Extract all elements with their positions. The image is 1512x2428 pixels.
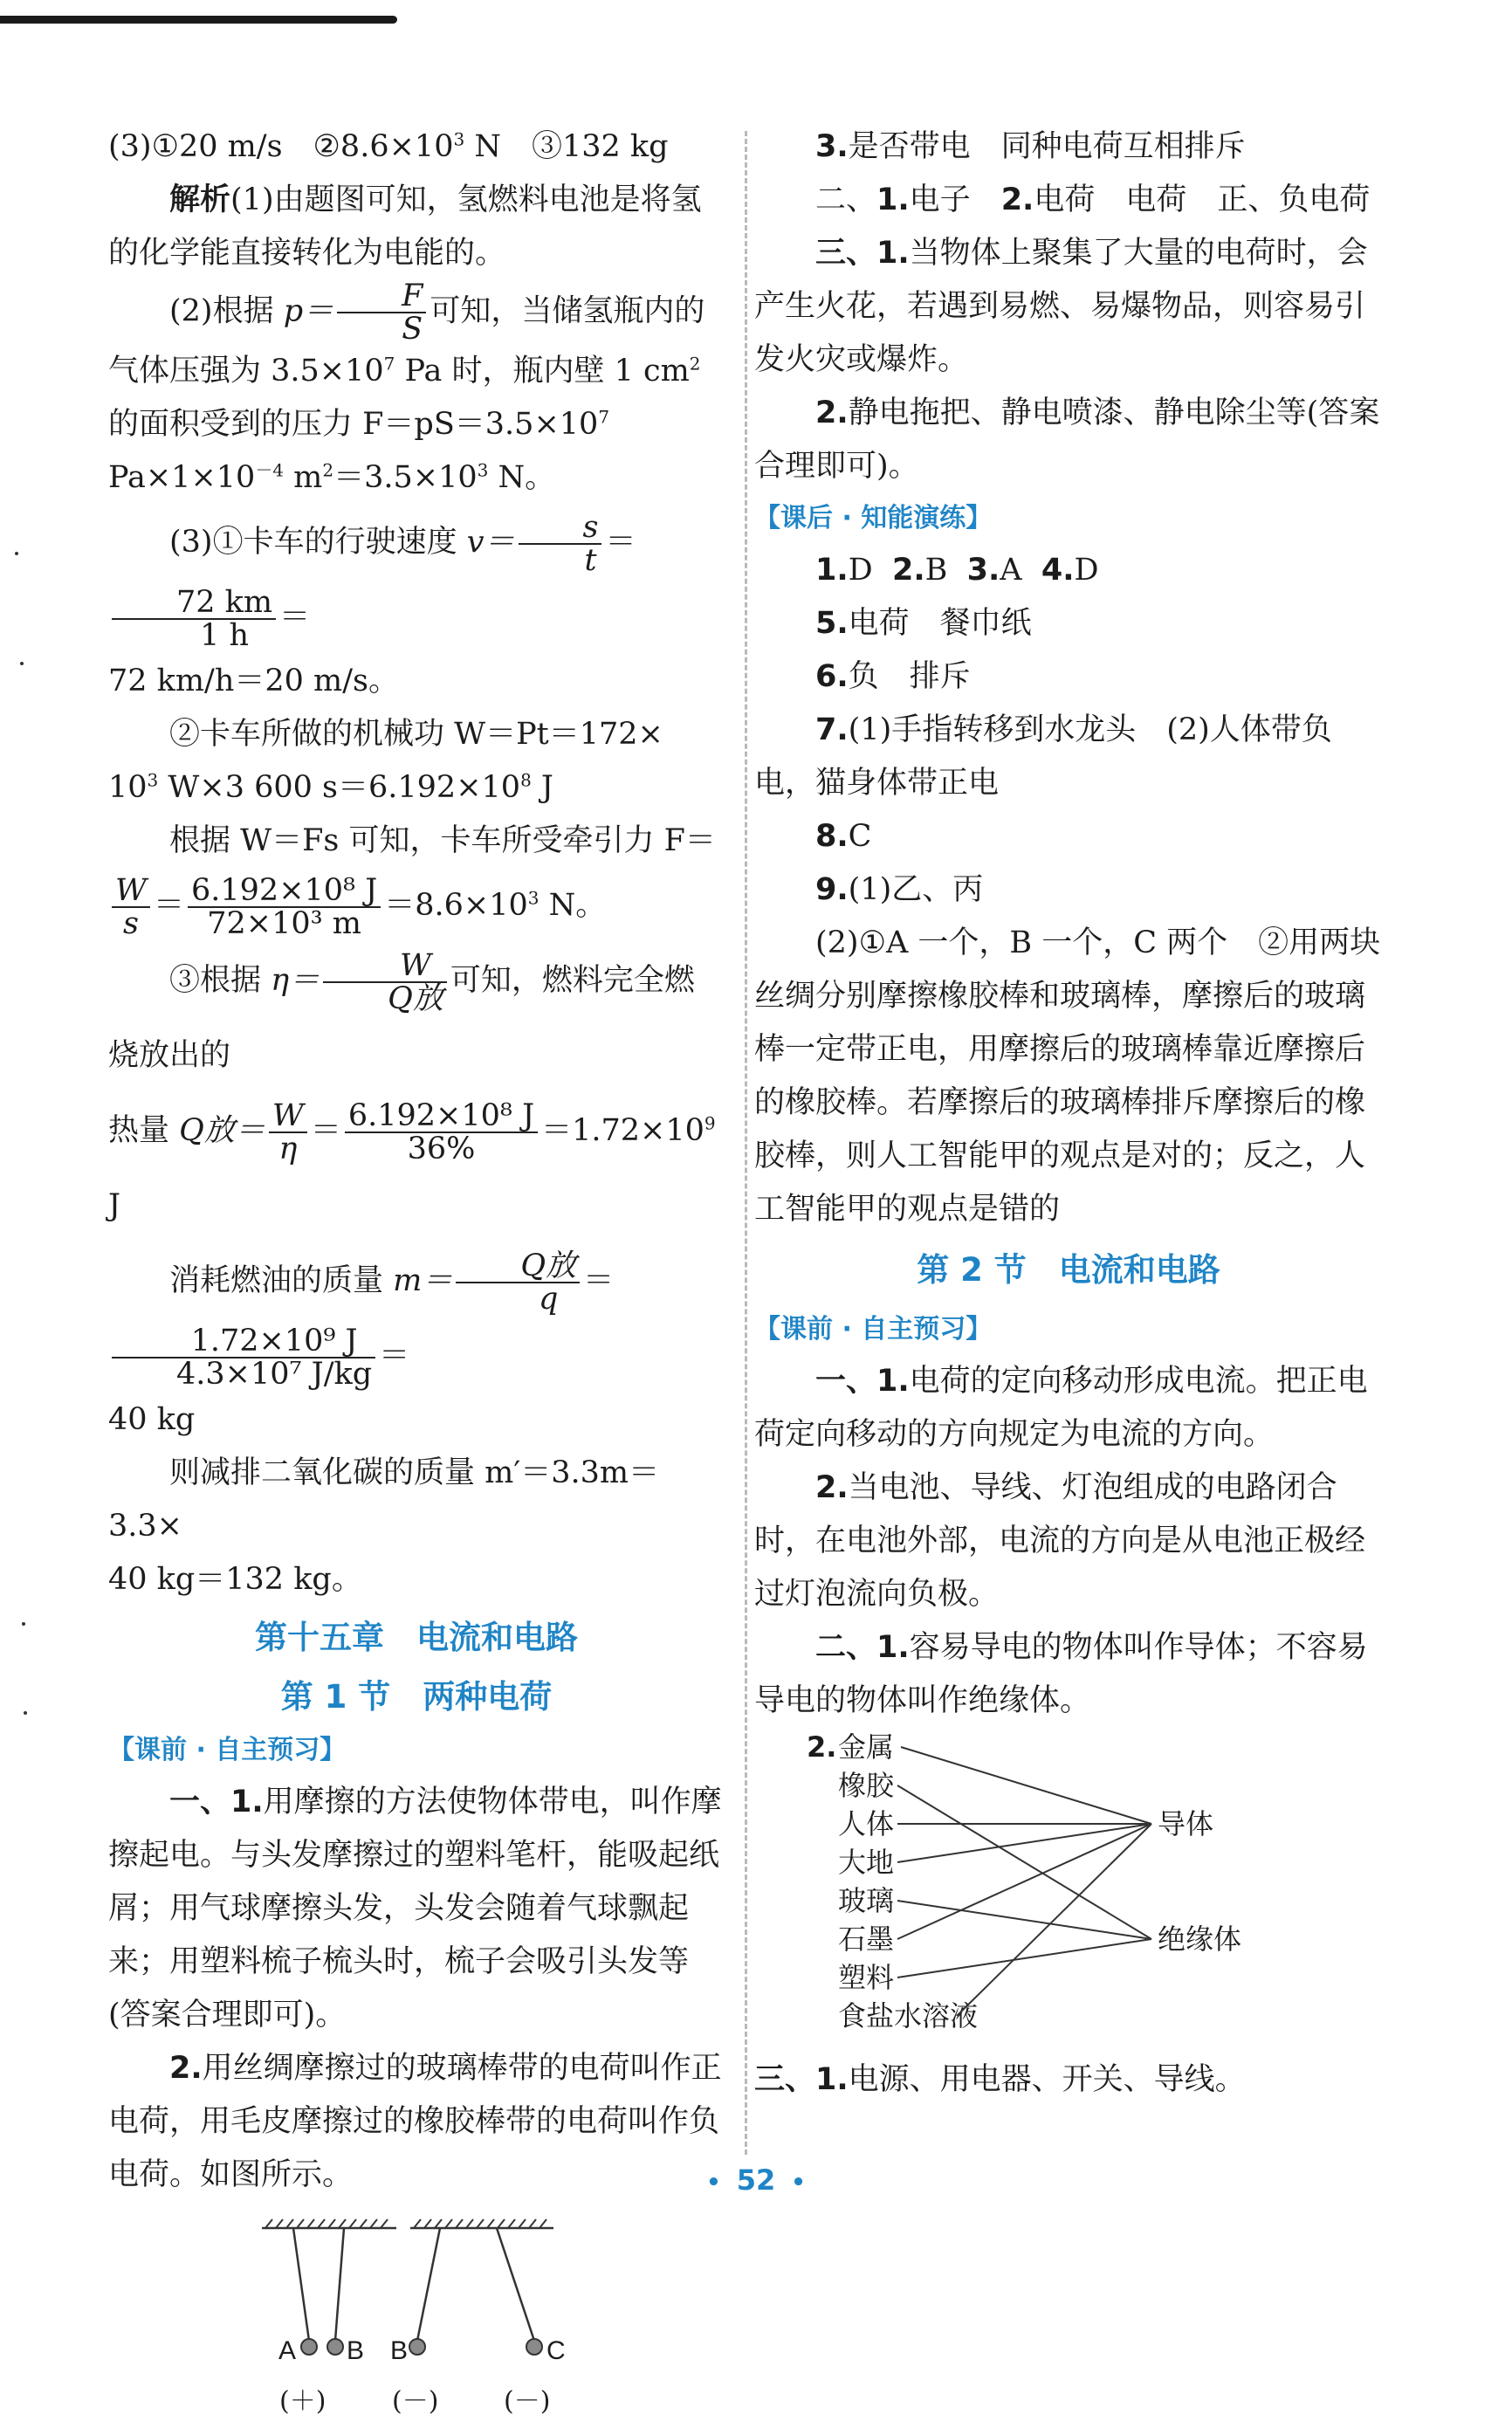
fraction: $\frac{W}{\eta}$ (269, 1100, 307, 1165)
analysis-mass-result: 40 kg (108, 1402, 196, 1437)
matching-item: 人体 (838, 1807, 895, 1840)
analysis-pressure: (2)根据 p＝ $\frac{F}{S}$ 可知，当储氢瓶内的气体压强为 $3.5\times 10^7$ Pa 时，瓶内壁 1 $cm^2$ 的面积受到的压力 $F=pS=3.5\times 10^7$ $Pa\times 1\times 10^{-4}$ $m^2=3.5\times 10^3$ N。 (108, 279, 705, 495)
analysis-mass: 消耗燃油的质量 m＝ $\frac{\text{Q放}}{q}$ ＝ $\frac{\text{1.72×10⁹ J}}{\text{4.3×10⁷ J/kg}}$ ＝ (108, 1243, 725, 1393)
section-tag: 【课后 · 知能演练】 (754, 503, 993, 533)
section-tag: 【课前 · 自主预习】 (108, 1735, 347, 1765)
thread-B1 (335, 2228, 344, 2341)
label-B1: B (347, 2336, 365, 2365)
preview-answer-1: 一、1.用摩擦的方法使物体带电，叫作摩擦起电。与头发摩擦过的塑料笔杆，能吸起纸屑；用气球摩擦头发，头发会随着气球飘起来；用塑料梳子梳头时，梳子会吸引头发等(答案合理即可)。 (108, 1785, 722, 2033)
matching-target-conductor: 导体 (1158, 1807, 1214, 1840)
exercise-6: 6.负 排斥 (815, 659, 971, 694)
margin-mark (22, 1622, 25, 1626)
fraction: $\frac{\text{6.192×10⁸ J}}{\text{72×10³ m}}$ (188, 875, 381, 939)
thread-C (497, 2228, 534, 2341)
exercise-choices: 1.D 2.B 3.A 4.D (815, 553, 1099, 588)
matching-item: 石墨 (838, 1922, 895, 1956)
preview-answer-part2: 二、1.电子 2.电荷 电荷 正、负电荷 (815, 182, 1371, 217)
fraction: $\frac{W}{s}$ (112, 875, 150, 939)
label-A: A (278, 2336, 297, 2365)
label-minus-2: (－) (504, 2386, 551, 2417)
analysis-label: 解析 (169, 182, 231, 217)
label-C: C (546, 2336, 566, 2365)
margin-mark (24, 1711, 27, 1715)
top-rule (0, 16, 397, 24)
matching-item: 橡胶 (838, 1769, 895, 1802)
preview-answer-2: 2.用丝绸摩擦过的玻璃棒带的电荷叫作正电荷，用毛皮摩擦过的橡胶棒带的电荷叫作负电荷。如图所示。 (108, 2051, 722, 2192)
analysis-speed: (3)①卡车的行驶速度 v＝ $\frac{s}{t}$ ＝ $\frac{72 km}{1 h}$ ＝ (108, 505, 725, 655)
analysis-speed-result: 72 km/h＝20 m/s。 (108, 664, 399, 698)
analysis-work: ②卡车所做的机械功 W＝Pt＝172× (169, 717, 663, 752)
margin-mark (20, 662, 24, 665)
label-plus: (＋) (279, 2386, 326, 2417)
section-title: 第 2 节 电流和电路 (917, 1251, 1220, 1289)
ball-A (301, 2339, 317, 2355)
exercise-8: 8.C (815, 819, 872, 854)
charge-figure (108, 2214, 725, 2424)
preview-answer-3: 3.是否带电 同种电荷互相排斥 (815, 129, 1246, 164)
fraction: $\frac{\text{6.192×10⁸ J}}{36\%}$ (345, 1100, 538, 1165)
exercise-7: 7.(1)手指转移到水龙头 (2)人体带负电，猫身体带正电 (754, 712, 1332, 801)
analysis-force: 根据 W＝Fs 可知，卡车所受牵引力 F＝ (169, 823, 716, 858)
analysis-heat: 热量 Q放＝ $\frac{W}{\eta}$ ＝ $\frac{\text{6.192×10⁸ J}}{36\%}$ $=1.72\times 10^9$ J (108, 1097, 716, 1223)
matching-number: 2. (807, 1730, 837, 1764)
analysis-co2-result: 40 kg＝132 kg。 (108, 1562, 362, 1597)
ball-B1 (327, 2339, 343, 2355)
matching-target-insulator: 绝缘体 (1158, 1922, 1242, 1956)
right-column (754, 120, 1383, 2107)
left-column (108, 120, 725, 2424)
fraction: $\frac{\text{Q放}}{q}$ (456, 1250, 580, 1315)
thread-B2 (417, 2228, 440, 2341)
matching-item: 大地 (838, 1846, 895, 1879)
analysis-force-eq: $\frac{W}{s}$ ＝ $\frac{\text{6.192×10⁸ J}}{\text{72×10³ m}}$ $=8.6\times 10^3$ N。 (108, 868, 725, 943)
current-answer-2: 2.当电池、导线、灯泡组成的电路闭合时，在电池外部，电流的方向是从电池正极经过灯泡流向负极。 (754, 1470, 1366, 1612)
analysis-co2: 则减排二氧化碳的质量 m′＝3.3m＝3.3× (108, 1455, 660, 1544)
matching-diagram (754, 1728, 1383, 2046)
conductor-answer: 二、1.容易导电的物体叫作导体；不容易导电的物体叫作绝缘体。 (754, 1630, 1368, 1718)
ball-C (526, 2339, 542, 2355)
answer-line: (3)①20 m/s $②8.6\times 10^3$ N ③132 kg (108, 128, 669, 164)
ball-B2 (409, 2339, 425, 2355)
current-answer-1: 一、1.电荷的定向移动形成电流。把正电荷定向移动的方向规定为电流的方向。 (754, 1364, 1368, 1452)
section-title: 第 1 节 两种电荷 (280, 1678, 553, 1716)
exercise-9-2: (2)①A 一个，B 一个，C 两个 ②用两块丝绸分别摩擦橡胶棒和玻璃棒，摩擦后的玻璃棒一定带正电，用摩擦后的玻璃棒靠近摩擦后的橡胶棒。若摩擦后的玻璃棒排斥摩擦后的橡胶棒，则人工智能甲的观点是对的；反之，人工智能甲的观点是错的 (754, 925, 1381, 1227)
preview-answer-part3: 三、1.当物体上聚集了大量的电荷时，会产生火花，若遇到易燃、易爆物品，则容易引发火灾或爆炸。 (754, 236, 1368, 377)
margin-mark (15, 552, 18, 555)
label-minus-1: (－) (392, 2386, 439, 2417)
matching-item: 食盐水溶液 (838, 1999, 979, 2033)
matching-item: 金属 (838, 1730, 895, 1764)
section-tag: 【课前 · 自主预习】 (754, 1314, 993, 1345)
matching-lines (754, 1728, 1383, 2046)
column-divider (745, 131, 747, 2155)
circuit-answer: 三、1.电源、用电器、开关、导线。 (754, 2062, 1246, 2097)
page-number: • 52 • (706, 2163, 806, 2197)
fraction: $\frac{72 km}{1 h}$ (112, 587, 276, 651)
fraction: $\frac{\text{1.72×10⁹ J}}{\text{4.3×10⁷ J/kg}}$ (112, 1325, 375, 1390)
exercise-9: 9.(1)乙、丙 (815, 872, 984, 907)
chapter-title: 第十五章 电流和电路 (255, 1619, 578, 1656)
fraction: $\frac{W}{\text{Q放}}$ (323, 950, 447, 1015)
fraction: $\frac{F}{S}$ (337, 280, 426, 345)
exercise-5: 5.电荷 餐巾纸 (815, 606, 1032, 641)
matching-item: 塑料 (838, 1961, 895, 1994)
fraction: $\frac{s}{t}$ (519, 512, 602, 576)
analysis-efficiency: ③根据 η＝ $\frac{W}{\text{Q放}}$ 可知，燃料完全燃烧放出的 (108, 947, 695, 1073)
analysis-work-cont: $10^3$ W×3 600 $s=6.192\times 10^8$ J (108, 769, 553, 805)
analysis-paragraph: 解析(1)由题图可知，氢燃料电池是将氢的化学能直接转化为电能的。 (108, 182, 702, 271)
label-B2: B (390, 2336, 409, 2365)
preview-answer-part3-2: 2.静电拖把、静电喷漆、静电除尘等(答案合理即可)。 (754, 395, 1380, 484)
matching-item: 玻璃 (838, 1884, 895, 1917)
